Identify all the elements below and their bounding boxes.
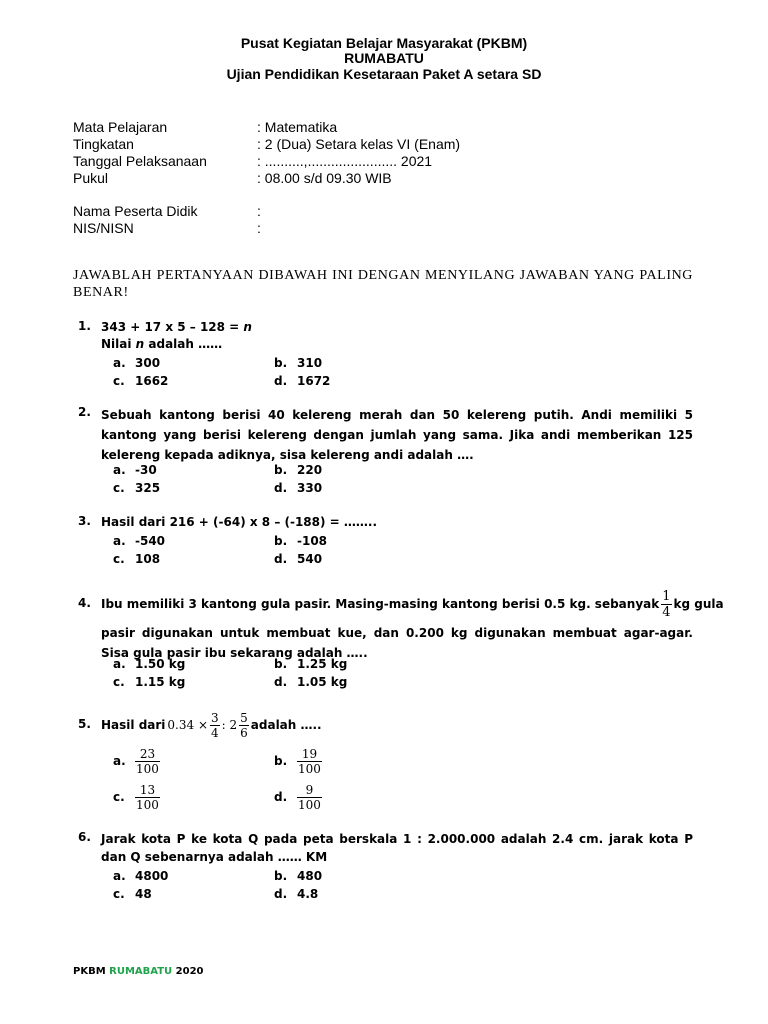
- option-label: a.: [113, 356, 126, 370]
- fraction: [135, 783, 160, 812]
- question-text-part: 343 + 17 x 5 – 128 =: [101, 320, 244, 334]
- option-label: b.: [274, 754, 288, 768]
- option-value: 1.25 kg: [297, 657, 348, 671]
- option-b[interactable]: [274, 744, 322, 778]
- option-value: -30: [135, 463, 157, 477]
- option-value: 310: [297, 356, 323, 370]
- option-a[interactable]: [113, 356, 161, 370]
- option-label: c.: [113, 481, 125, 495]
- option-c[interactable]: [113, 780, 160, 814]
- info-value: :: [257, 203, 261, 219]
- option-a[interactable]: [113, 869, 169, 883]
- variable: n: [243, 320, 252, 334]
- option-value: 220: [297, 463, 323, 477]
- option-label: d.: [274, 374, 288, 388]
- option-value: 4.8: [297, 887, 319, 901]
- fraction: [661, 589, 671, 620]
- question-text-part: Ibu memiliki 3 kantong gula pasir. Masing-masing kantong berisi 0.5 kg. sebanyak: [101, 597, 660, 611]
- header-title: Pusat Kegiatan Belajar Masyarakat (PKBM): [240, 35, 528, 51]
- question-number: 6.: [78, 830, 91, 844]
- fraction-denominator: 4: [662, 604, 671, 620]
- option-d[interactable]: [274, 780, 322, 814]
- option-c[interactable]: [113, 374, 169, 388]
- option-d[interactable]: [274, 481, 323, 495]
- option-a[interactable]: [113, 463, 157, 477]
- fraction-numerator: 5: [240, 710, 248, 725]
- fraction-denominator: 6: [240, 725, 248, 740]
- option-value: 48: [135, 887, 152, 901]
- option-value: 540: [297, 552, 323, 566]
- option-a[interactable]: [113, 744, 160, 778]
- fraction: [210, 711, 220, 740]
- question-number: 5.: [78, 717, 91, 731]
- option-label: a.: [113, 534, 126, 548]
- question-text-part: kg gula: [673, 597, 724, 611]
- option-b[interactable]: [274, 657, 348, 671]
- option-label: b.: [274, 463, 288, 477]
- instruction: JAWABLAH PERTANYAAN DIBAWAH INI DENGAN MENYILANG JAWABAN YANG PALING BENAR!: [73, 268, 693, 300]
- option-label: b.: [274, 657, 288, 671]
- option-value: 480: [297, 869, 323, 883]
- option-label: b.: [274, 869, 288, 883]
- option-value: 1.50 kg: [135, 657, 186, 671]
- fraction-numerator: 9: [305, 782, 314, 797]
- math-expression: : 2: [221, 718, 238, 732]
- info-value: : 08.00 s/d 09.30 WIB: [257, 170, 392, 186]
- info-label: Mata Pelajaran: [73, 119, 168, 135]
- option-label: a.: [113, 463, 126, 477]
- question-text: Jarak kota P ke kota Q pada peta berskala 1 : 2.000.000 adalah 2.4 cm. jarak kota P dan Q sebenarnya adalah …… KM: [101, 832, 693, 864]
- option-d[interactable]: [274, 374, 331, 388]
- option-value: 1.15 kg: [135, 675, 186, 689]
- fraction-numerator: 3: [211, 710, 219, 725]
- question-text: [101, 585, 724, 663]
- footer-year: 2020: [175, 966, 204, 977]
- info-label: Nama Peserta Didik: [73, 203, 198, 219]
- question-text-part: pasir digunakan untuk membuat kue, dan 0.200 kg digunakan membuat agar-agar. Sisa gula pasir ibu sekarang adalah …..: [101, 626, 693, 660]
- option-label: a.: [113, 754, 126, 768]
- question-text: [101, 319, 693, 353]
- question-text-part: Nilai: [101, 337, 136, 351]
- option-value: 4800: [135, 869, 169, 883]
- option-c[interactable]: [113, 887, 152, 901]
- fraction-denominator: 100: [136, 797, 159, 812]
- header-institution: RUMABATU: [344, 50, 424, 66]
- fraction: [239, 711, 249, 740]
- option-a[interactable]: [113, 657, 186, 671]
- question-text: Sebuah kantong berisi 40 kelereng merah dan 50 kelereng putih. Andi memiliki 5 kantong yang berisi kelereng dengan jumlah yang sama. Jika andi memberikan 125 kelereng kepada adiknya, sisa kelereng andi adalah ….: [101, 408, 693, 462]
- variable: n: [135, 337, 145, 351]
- question-text-part: Hasil dari: [101, 718, 166, 732]
- option-label: b.: [274, 356, 288, 370]
- option-label: c.: [113, 552, 125, 566]
- fraction-denominator: 100: [298, 797, 321, 812]
- info-value: :: [257, 220, 261, 236]
- header-exam-title: Ujian Pendidikan Kesetaraan Paket A setara SD: [226, 66, 542, 82]
- info-value: : Matematika: [257, 119, 338, 135]
- question-number: 2.: [78, 405, 91, 419]
- option-label: b.: [274, 534, 288, 548]
- footer-pkbm: PKBM: [73, 966, 106, 977]
- option-value: -108: [297, 534, 328, 548]
- info-label: Pukul: [73, 170, 109, 186]
- option-d[interactable]: [274, 552, 323, 566]
- option-label: d.: [274, 552, 288, 566]
- option-value: -540: [135, 534, 166, 548]
- question-text-part: adalah ……: [144, 337, 223, 351]
- question-number: 3.: [78, 514, 91, 528]
- option-label: c.: [113, 887, 125, 901]
- option-b[interactable]: [274, 869, 323, 883]
- option-value: 1672: [297, 374, 331, 388]
- option-label: a.: [113, 869, 126, 883]
- question-text-part: adalah …..: [250, 718, 322, 732]
- option-b[interactable]: [274, 463, 323, 477]
- fraction: [297, 783, 322, 812]
- fraction: [297, 747, 322, 776]
- fraction-numerator: 23: [139, 746, 156, 761]
- info-label: Tanggal Pelaksanaan: [73, 153, 207, 169]
- info-value: : 2 (Dua) Setara kelas VI (Enam): [257, 136, 461, 152]
- option-b[interactable]: [274, 356, 323, 370]
- math-expression: 0.34 ×: [167, 718, 208, 732]
- option-a[interactable]: [113, 534, 166, 548]
- option-value: 108: [135, 552, 161, 566]
- info-label: NIS/NISN: [73, 220, 134, 236]
- option-label: d.: [274, 481, 288, 495]
- option-c[interactable]: [113, 552, 161, 566]
- question-text: Hasil dari 216 + (-64) x 8 – (-188) = ……..: [101, 515, 378, 529]
- fraction-denominator: 100: [136, 761, 159, 776]
- fraction-denominator: 100: [298, 761, 321, 776]
- option-label: d.: [274, 887, 288, 901]
- fraction-numerator: 1: [662, 588, 671, 604]
- option-d[interactable]: [274, 675, 348, 689]
- option-c[interactable]: [113, 675, 186, 689]
- question-number: 4.: [78, 596, 91, 610]
- info-label: Tingkatan: [73, 136, 134, 152]
- option-d[interactable]: [274, 887, 319, 901]
- option-label: d.: [274, 790, 288, 804]
- option-label: c.: [113, 790, 125, 804]
- fraction-denominator: 4: [211, 725, 219, 740]
- option-label: d.: [274, 675, 288, 689]
- question-text: [101, 707, 693, 743]
- footer-name: RUMABATU: [109, 966, 173, 977]
- option-value: 1662: [135, 374, 169, 388]
- fraction-numerator: 19: [301, 746, 318, 761]
- option-value: 330: [297, 481, 323, 495]
- fraction-numerator: 13: [139, 782, 156, 797]
- option-label: c.: [113, 675, 125, 689]
- option-value: 1.05 kg: [297, 675, 348, 689]
- info-value: : ..........,....................... 2021: [257, 153, 433, 169]
- option-c[interactable]: [113, 481, 161, 495]
- option-label: a.: [113, 657, 126, 671]
- option-value: 325: [135, 481, 161, 495]
- fraction: [135, 747, 160, 776]
- question-number: 1.: [78, 319, 91, 333]
- page-footer: [73, 966, 204, 977]
- option-value: 300: [135, 356, 161, 370]
- option-b[interactable]: [274, 534, 328, 548]
- option-label: c.: [113, 374, 125, 388]
